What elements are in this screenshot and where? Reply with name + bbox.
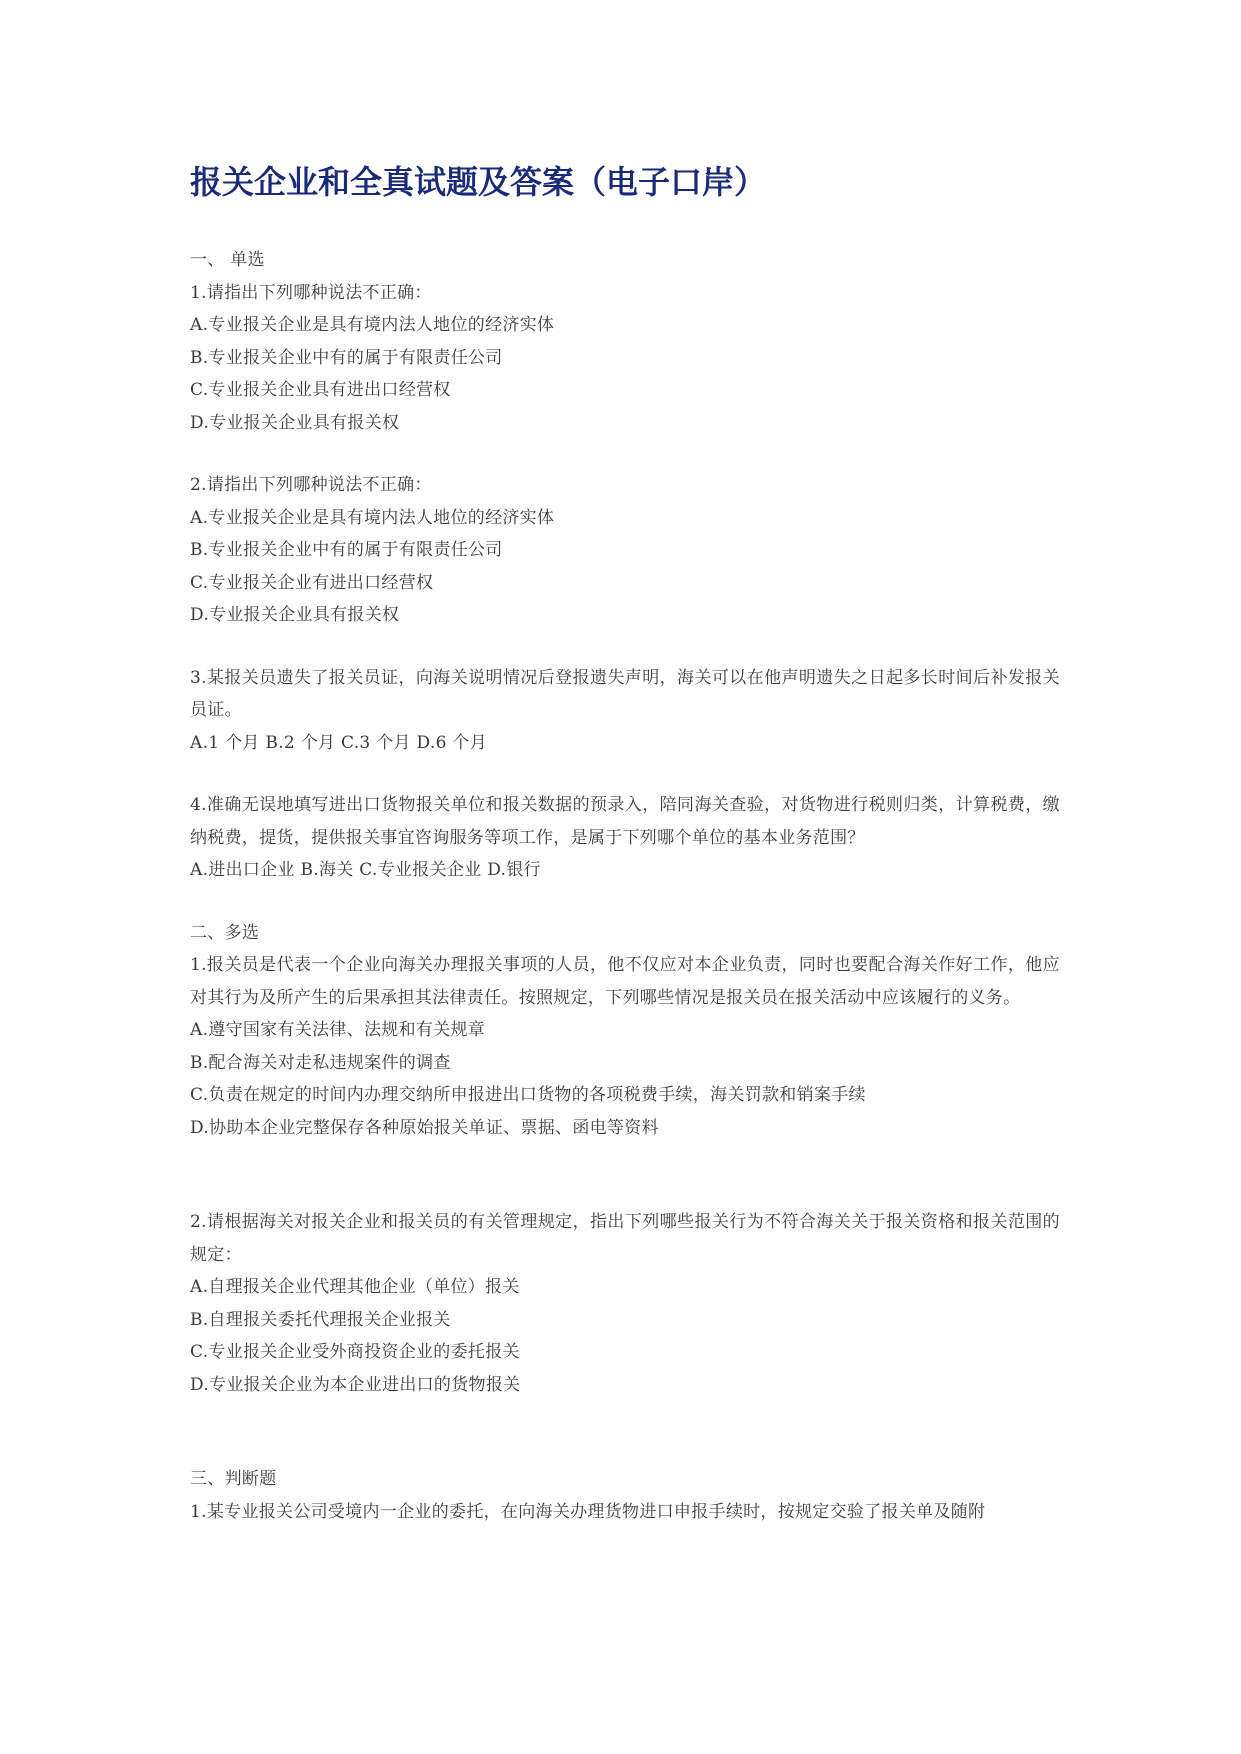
question-stem: 1.报关员是代表一个企业向海关办理报关事项的人员，他不仅应对本企业负责，同时也要配合海关作好工作，他应对其行为及所产生的后果承担其法律责任。按照规定，下列哪些情况是报关员在报关活动中应该履行的义务。 [190, 955, 1060, 1008]
option-d: D.专业报关企业为本企业进出口的货物报关 [190, 1374, 521, 1395]
section-heading-single-choice: 一、 单选 [190, 250, 265, 270]
question-stem: 4.准确无误地填写进出口货物报关单位和报关数据的预录入，陪同海关查验，对货物进行税则归类，计算税费，缴纳税费，提货，提供报关事宜咨询服务等项工作，是属于下列哪个单位的基本业务范围？ [190, 795, 1060, 848]
option-d: D.专业报关企业具有报关权 [190, 412, 400, 433]
spacer [190, 1401, 1060, 1463]
spacer [190, 1144, 1060, 1206]
option-c: C.专业报关企业受外商投资企业的委托报关 [190, 1342, 520, 1362]
options-inline: A.进出口企业 B.海关 C.专业报关企业 D.银行 [190, 860, 541, 880]
question-stem: 2.请根据海关对报关企业和报关员的有关管理规定，指出下列哪些报关行为不符合海关关于报关资格和报关范围的规定： [190, 1212, 1060, 1265]
options-inline: A.1 个月 B.2 个月 C.3 个月 D.6 个月 [190, 732, 487, 753]
page-title: 报关企业和全真试题及答案（电子口岸） [190, 163, 767, 201]
option-a: A.专业报关企业是具有境内法人地位的经济实体 [190, 507, 555, 528]
spacer [190, 887, 1060, 917]
option-c: C.专业报关企业有进出口经营权 [190, 572, 434, 593]
option-c: C.负责在规定的时间内办理交纳所申报进出口货物的各项税费手续，海关罚款和销案手续 [190, 1085, 866, 1105]
question-stem: 1.请指出下列哪种说法不正确： [190, 282, 432, 303]
option-a: A.遵守国家有关法律、法规和有关规章 [190, 1020, 486, 1040]
option-a: A.自理报关企业代理其他企业（单位）报关 [190, 1277, 520, 1297]
spacer [190, 439, 1060, 469]
option-c: C.专业报关企业具有进出口经营权 [190, 380, 451, 400]
document-body [190, 244, 1060, 1528]
question-stem: 2.请指出下列哪种说法不正确： [190, 475, 432, 495]
section-heading-multiple-choice: 二、多选 [190, 922, 260, 943]
question-stem: 1.某专业报关公司受境内一企业的委托，在向海关办理货物进口申报手续时，按规定交验了报关单及随附 [190, 1501, 986, 1522]
question-stem: 3.某报关员遗失了报关员证，向海关说明情况后登报遗失声明，海关可以在他声明遗失之日起多长时间后补发报关员证。 [190, 667, 1060, 720]
option-a: A.专业报关企业是具有境内法人地位的经济实体 [190, 315, 555, 335]
option-d: D.协助本企业完整保存各种原始报关单证、票据、函电等资料 [190, 1117, 659, 1138]
section-heading-true-false: 三、判断题 [190, 1469, 277, 1489]
option-b: B.专业报关企业中有的属于有限责任公司 [190, 540, 503, 560]
option-b: B.自理报关委托代理报关企业报关 [190, 1309, 451, 1330]
spacer [190, 632, 1060, 662]
option-b: B.配合海关对走私违规案件的调查 [190, 1052, 451, 1073]
spacer [190, 759, 1060, 789]
option-d: D.专业报关企业具有报关权 [190, 605, 400, 625]
option-b: B.专业报关企业中有的属于有限责任公司 [190, 347, 503, 368]
